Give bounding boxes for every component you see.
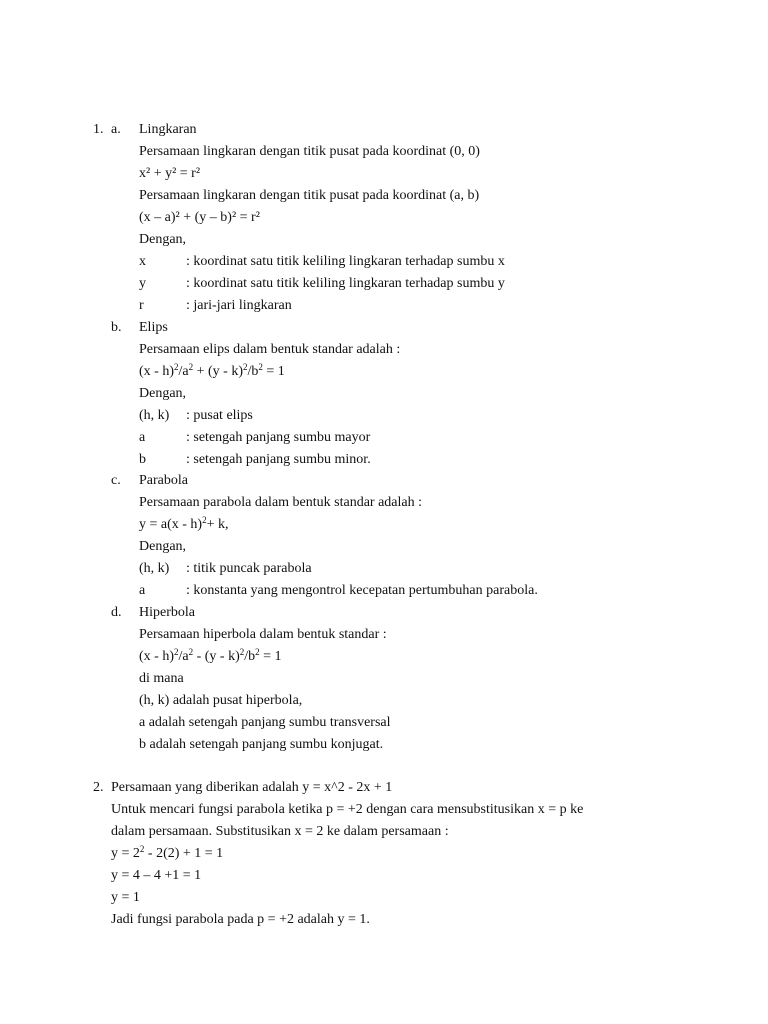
- q2-calc-step: y = 1: [111, 890, 140, 905]
- question-1-number: 1.: [93, 122, 104, 137]
- q2-statement: Persamaan yang diberikan adalah y = x^2 - 2x + 1: [111, 780, 393, 795]
- parabola-dengan: Dengan,: [139, 539, 187, 554]
- ellipse-def-desc: : pusat elips: [186, 408, 253, 423]
- item-a-label: a.: [111, 122, 121, 137]
- item-a-title: Lingkaran: [139, 122, 197, 137]
- parabola-def-desc: : konstanta yang mengontrol kecepatan pertumbuhan parabola.: [186, 583, 538, 598]
- hyperbola-line: di mana: [139, 671, 184, 686]
- ellipse-equation: $(x - h)^2/a^2 + (y - k)^2/b^2 = 1$: [139, 362, 285, 379]
- hyperbola-line: b adalah setengah panjang sumbu konjugat.: [139, 737, 384, 752]
- circle-def-symbol: y: [139, 276, 146, 291]
- item-d-title: Hiperbola: [139, 605, 195, 620]
- question-2-number: 2.: [93, 780, 104, 795]
- parabola-equation: y = a(x - h)$^2$+ k,: [139, 515, 229, 532]
- circle-def-symbol: x: [139, 254, 146, 269]
- item-d-label: d.: [111, 605, 122, 620]
- ellipse-def-desc: : setengah panjang sumbu mayor: [186, 430, 371, 445]
- ellipse-dengan: Dengan,: [139, 386, 187, 401]
- hyperbola-line: (h, k) adalah pusat hiperbola,: [139, 693, 303, 708]
- hyperbola-equation: $(x - h)^2/a^2 - (y - k)^2/b^2 = 1$: [139, 647, 282, 664]
- circle-equation-origin: x² + y² = r²: [139, 166, 201, 181]
- circle-def-desc: : koordinat satu titik keliling lingkaran terhadap sumbu y: [186, 276, 505, 291]
- parabola-def-symbol: a: [139, 583, 146, 598]
- hyperbola-line: a adalah setengah panjang sumbu transversal: [139, 715, 391, 730]
- circle-def-symbol: r: [139, 298, 144, 313]
- ellipse-def-symbol: a: [139, 430, 146, 445]
- q2-calc-step: $y = 2^2 - 2(2) + 1 = 1$: [111, 844, 224, 861]
- hyperbola-desc: Persamaan hiperbola dalam bentuk standar :: [139, 627, 387, 642]
- item-c-label: c.: [111, 473, 121, 488]
- circle-desc-origin: Persamaan lingkaran dengan titik pusat pada koordinat (0, 0): [139, 144, 480, 159]
- q2-calc-step: y = 4 – 4 +1 = 1: [111, 868, 202, 883]
- q2-conclusion: Jadi fungsi parabola pada p = +2 adalah y = 1.: [111, 912, 370, 927]
- parabola-def-symbol: (h, k): [139, 561, 170, 576]
- circle-def-desc: : koordinat satu titik keliling lingkaran terhadap sumbu x: [186, 254, 505, 269]
- circle-dengan: Dengan,: [139, 232, 187, 247]
- ellipse-def-symbol: b: [139, 452, 146, 467]
- circle-equation-ab: (x – a)² + (y – b)² = r²: [139, 210, 260, 225]
- ellipse-def-symbol: (h, k): [139, 408, 170, 423]
- q2-method-line: dalam persamaan. Substitusikan x = 2 ke dalam persamaan :: [111, 824, 449, 839]
- ellipse-desc: Persamaan elips dalam bentuk standar adalah :: [139, 342, 401, 357]
- circle-def-desc: : jari-jari lingkaran: [186, 298, 292, 313]
- ellipse-def-desc: : setengah panjang sumbu minor.: [186, 452, 371, 467]
- item-b-label: b.: [111, 320, 122, 335]
- parabola-def-desc: : titik puncak parabola: [186, 561, 312, 576]
- q2-method-line: Untuk mencari fungsi parabola ketika p = +2 dengan cara mensubstitusikan x = p ke: [111, 802, 584, 817]
- circle-desc-ab: Persamaan lingkaran dengan titik pusat pada koordinat (a, b): [139, 188, 480, 203]
- parabola-desc: Persamaan parabola dalam bentuk standar adalah :: [139, 495, 422, 510]
- item-b-title: Elips: [139, 320, 168, 335]
- item-c-title: Parabola: [139, 473, 188, 488]
